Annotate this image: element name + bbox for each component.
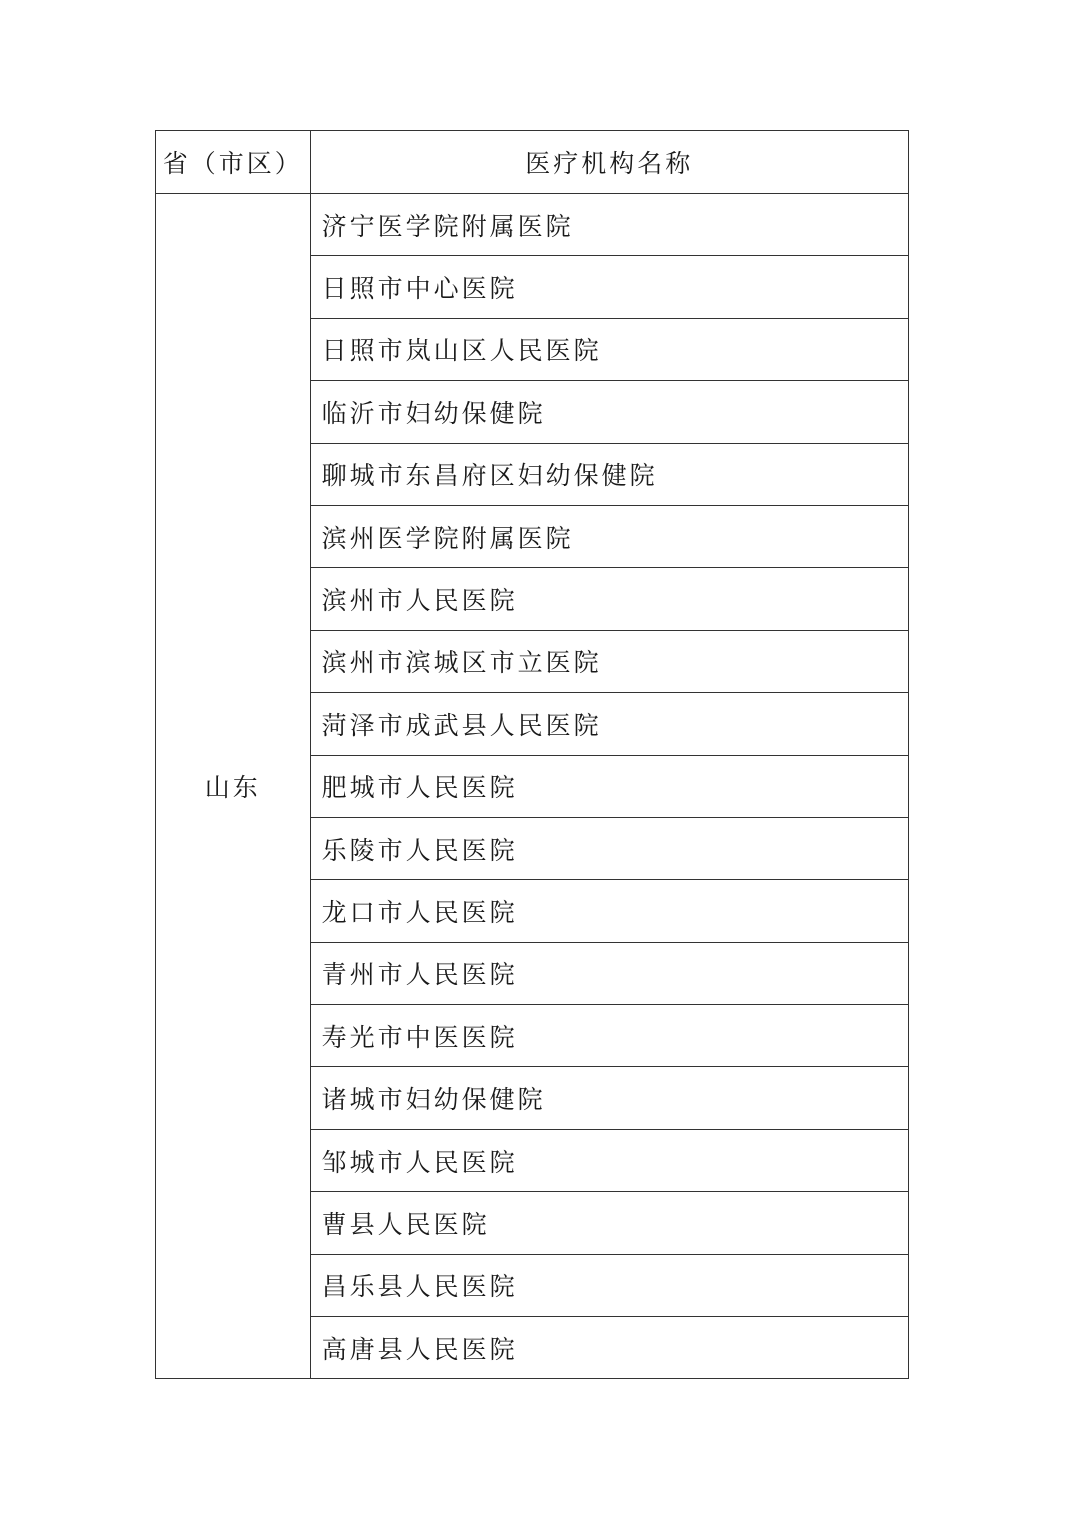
institution-name-cell: 高唐县人民医院: [310, 1317, 908, 1379]
institution-name-cell: 邹城市人民医院: [310, 1129, 908, 1191]
institution-name-cell: 滨州市滨城区市立医院: [310, 630, 908, 692]
institution-name-cell: 聊城市东昌府区妇幼保健院: [310, 443, 908, 505]
institution-name-cell: 滨州市人民医院: [310, 568, 908, 630]
institution-name-cell: 龙口市人民医院: [310, 880, 908, 942]
institution-name-cell: 寿光市中医医院: [310, 1005, 908, 1067]
institution-name-cell: 青州市人民医院: [310, 942, 908, 1004]
institution-name-cell: 日照市中心医院: [310, 256, 908, 318]
institution-name-cell: 乐陵市人民医院: [310, 817, 908, 879]
institution-table: [155, 130, 909, 1379]
institution-name-cell: 济宁医学院附属医院: [310, 194, 908, 256]
institution-name-cell: 昌乐县人民医院: [310, 1254, 908, 1316]
table-body: [156, 194, 909, 1379]
institution-name-cell: 曹县人民医院: [310, 1192, 908, 1254]
institution-name-cell: 肥城市人民医院: [310, 755, 908, 817]
header-province: 省（市区）: [156, 131, 311, 194]
header-institution-name: 医疗机构名称: [310, 131, 908, 194]
province-cell: 山东: [156, 194, 311, 1379]
table-header-row: [156, 131, 909, 194]
institution-name-cell: 诸城市妇幼保健院: [310, 1067, 908, 1129]
institution-name-cell: 临沂市妇幼保健院: [310, 381, 908, 443]
institution-name-cell: 菏泽市成武县人民医院: [310, 693, 908, 755]
institution-name-cell: 滨州医学院附属医院: [310, 505, 908, 567]
table-row: [156, 194, 909, 256]
institution-name-cell: 日照市岚山区人民医院: [310, 318, 908, 380]
